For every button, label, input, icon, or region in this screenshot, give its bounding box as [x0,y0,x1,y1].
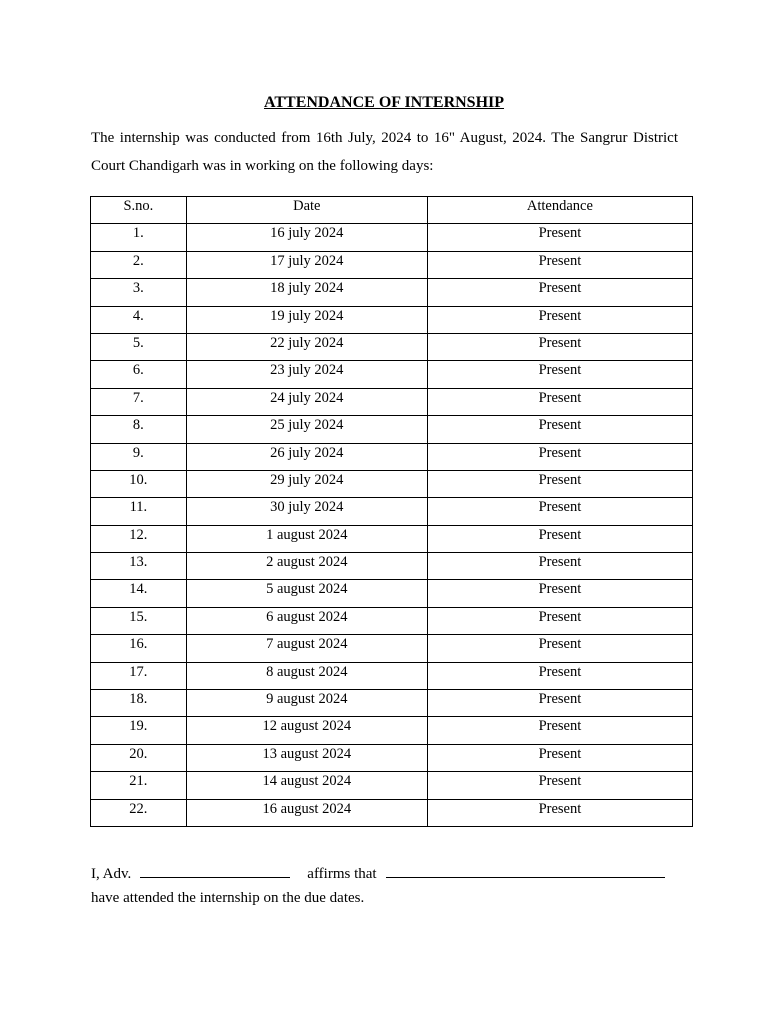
cell-date: 17 july 2024 [186,251,427,278]
table-header-row [91,197,693,224]
table-row [91,607,693,634]
cell-sno: 18. [91,690,187,717]
cell-sno: 3. [91,279,187,306]
table-row [91,580,693,607]
cell-sno: 20. [91,744,187,771]
cell-attendance: Present [427,416,692,443]
document-title: ATTENDANCE OF INTERNSHIP [263,94,505,111]
cell-sno: 14. [91,580,187,607]
cell-sno: 15. [91,607,187,634]
table-row [91,416,693,443]
cell-date: 24 july 2024 [186,388,427,415]
table-row [91,306,693,333]
declaration-line-1 [91,863,681,883]
cell-attendance: Present [427,690,692,717]
cell-date: 2 august 2024 [186,553,427,580]
cell-date: 25 july 2024 [186,416,427,443]
header-attendance: Attendance [427,197,692,224]
table-row [91,333,693,360]
cell-sno: 16. [91,635,187,662]
declaration-line-2: have attended the internship on the due dates. [91,890,365,906]
table-row [91,251,693,278]
table-body [91,224,693,827]
intern-name-blank [386,863,665,878]
table-row [91,361,693,388]
table-row [91,470,693,497]
cell-sno: 21. [91,772,187,799]
cell-date: 6 august 2024 [186,607,427,634]
cell-date: 19 july 2024 [186,306,427,333]
table-row [91,443,693,470]
table-row [91,717,693,744]
cell-attendance: Present [427,388,692,415]
cell-date: 18 july 2024 [186,279,427,306]
cell-attendance: Present [427,251,692,278]
declaration-part-2: affirms that [307,866,377,882]
header-sno: S.no. [91,197,187,224]
cell-date: 14 august 2024 [186,772,427,799]
table-row [91,388,693,415]
header-date: Date [186,197,427,224]
declaration-part-1: I, Adv. [91,866,132,882]
cell-date: 23 july 2024 [186,361,427,388]
cell-attendance: Present [427,333,692,360]
cell-sno: 17. [91,662,187,689]
table-row [91,690,693,717]
cell-attendance: Present [427,799,692,826]
cell-date: 12 august 2024 [186,717,427,744]
cell-date: 7 august 2024 [186,635,427,662]
cell-date: 1 august 2024 [186,525,427,552]
table-row [91,553,693,580]
table-row [91,525,693,552]
advocate-name-blank [140,863,290,878]
cell-date: 26 july 2024 [186,443,427,470]
cell-sno: 2. [91,251,187,278]
cell-sno: 4. [91,306,187,333]
table-row [91,799,693,826]
cell-sno: 13. [91,553,187,580]
intro-paragraph: The internship was conducted from 16th July, 2024 to 16" August, 2024. The Sangrur District Court Chandigarh was in working on the following days: [91,130,678,174]
table-row [91,635,693,662]
cell-attendance: Present [427,772,692,799]
cell-date: 8 august 2024 [186,662,427,689]
cell-attendance: Present [427,306,692,333]
cell-attendance: Present [427,470,692,497]
cell-sno: 11. [91,498,187,525]
cell-sno: 12. [91,525,187,552]
cell-sno: 10. [91,470,187,497]
cell-date: 16 august 2024 [186,799,427,826]
table-row [91,772,693,799]
cell-sno: 19. [91,717,187,744]
cell-sno: 7. [91,388,187,415]
cell-date: 29 july 2024 [186,470,427,497]
cell-date: 16 july 2024 [186,224,427,251]
cell-sno: 9. [91,443,187,470]
cell-attendance: Present [427,662,692,689]
table-row [91,279,693,306]
cell-sno: 6. [91,361,187,388]
cell-attendance: Present [427,717,692,744]
cell-attendance: Present [427,607,692,634]
cell-attendance: Present [427,744,692,771]
table-row [91,662,693,689]
cell-date: 5 august 2024 [186,580,427,607]
cell-date: 22 july 2024 [186,333,427,360]
cell-date: 30 july 2024 [186,498,427,525]
cell-attendance: Present [427,498,692,525]
table-row [91,744,693,771]
cell-attendance: Present [427,635,692,662]
cell-attendance: Present [427,279,692,306]
cell-sno: 8. [91,416,187,443]
cell-attendance: Present [427,443,692,470]
cell-sno: 22. [91,799,187,826]
cell-sno: 5. [91,333,187,360]
cell-attendance: Present [427,553,692,580]
table-row [91,224,693,251]
table-row [91,498,693,525]
cell-date: 9 august 2024 [186,690,427,717]
cell-attendance: Present [427,224,692,251]
cell-sno: 1. [91,224,187,251]
cell-attendance: Present [427,525,692,552]
cell-attendance: Present [427,361,692,388]
cell-attendance: Present [427,580,692,607]
cell-date: 13 august 2024 [186,744,427,771]
attendance-table [90,196,693,827]
